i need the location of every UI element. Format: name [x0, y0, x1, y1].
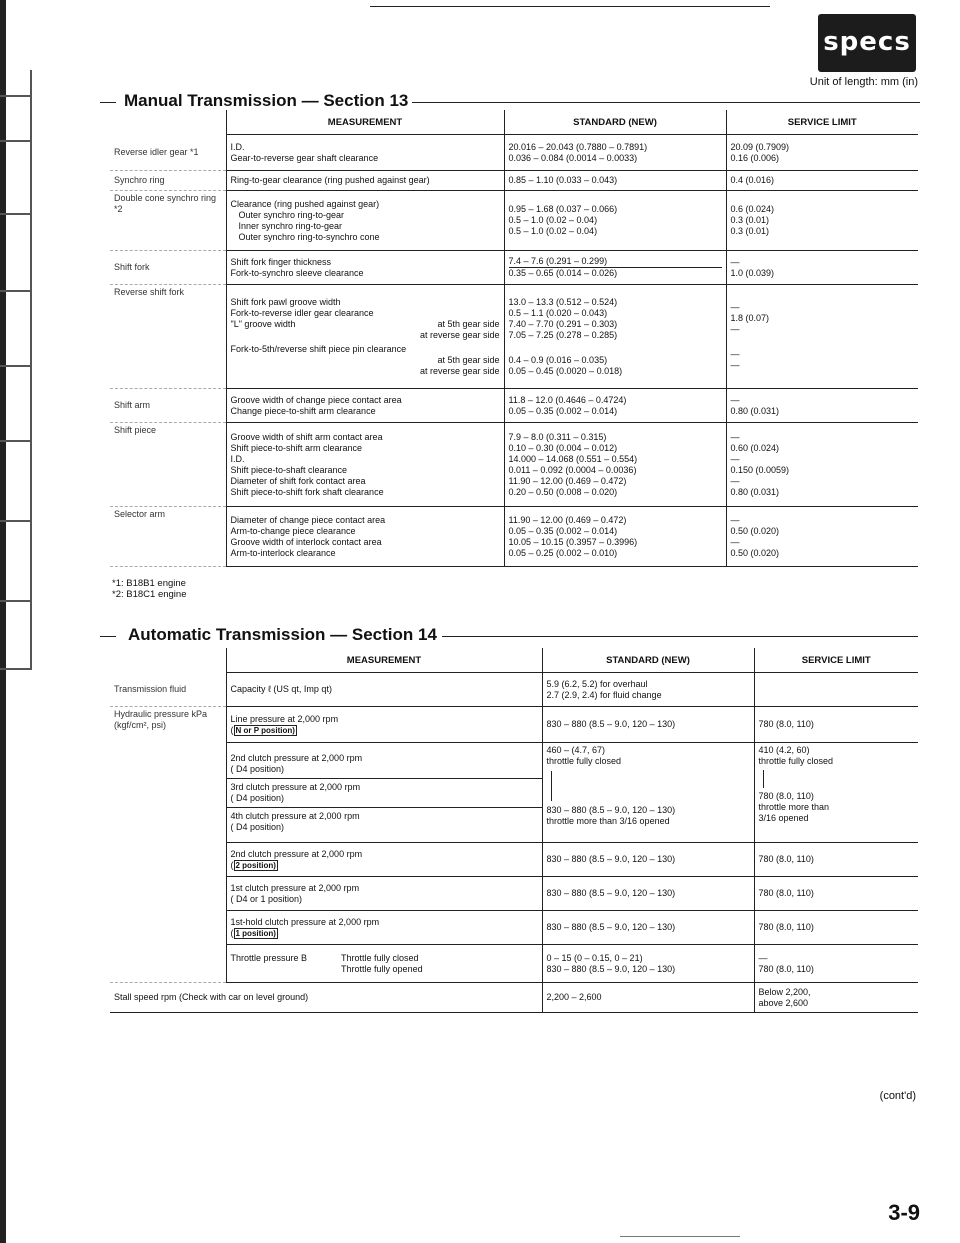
measure-line: Fork-to-reverse idler gear clearance — [230, 307, 374, 318]
margin-tick — [0, 600, 32, 602]
row-measurement: Ring-to-gear clearance (ring pushed against gear) — [226, 171, 504, 191]
table-header-row — [110, 648, 918, 673]
row-measurement — [226, 191, 504, 251]
limit-line: 0.150 (0.0059) — [730, 464, 790, 475]
table-row — [110, 743, 918, 843]
standard-line: 0.05 – 0.35 (0.002 – 0.014) — [508, 525, 618, 536]
measure-line: Outer synchro ring-to-gear — [238, 209, 345, 220]
row-standard — [542, 945, 754, 983]
row-standard: 830 – 880 (8.5 – 9.0, 120 – 130) — [542, 911, 754, 945]
bottom-smudge — [620, 1236, 740, 1237]
row-limit: 780 (8.0, 110) — [754, 877, 918, 911]
standard-line: 11.8 – 12.0 (0.4646 – 0.4724) — [508, 394, 627, 405]
header-item — [110, 648, 226, 673]
row-measurement — [226, 389, 504, 423]
row-standard: 830 – 880 (8.5 – 9.0, 120 – 130) — [542, 843, 754, 877]
measure-block: 4th clutch pressure at 2,000 rpm ( D4 position) — [227, 807, 542, 836]
row-limit — [726, 191, 918, 251]
footnotes — [112, 578, 186, 600]
margin-rule — [30, 70, 32, 670]
standard-line: 11.90 – 12.00 (0.469 – 0.472) — [508, 475, 627, 486]
row-measurement — [226, 843, 542, 877]
margin-tick — [0, 440, 32, 442]
measure-line: Fork-to-synchro sleeve clearance — [230, 267, 364, 278]
table-row — [110, 983, 918, 1013]
limit-line: 3/16 opened — [758, 813, 809, 823]
measure-line: Shift fork pawl groove width — [230, 296, 341, 307]
row-item: Hydraulic pressure kPa (kgf/cm², psi) — [110, 707, 226, 983]
measure-line: Shift fork finger thickness — [230, 256, 332, 267]
limit-line: — — [730, 475, 740, 486]
row-measurement — [226, 911, 542, 945]
row-measurement — [226, 945, 542, 983]
limit-line: 0.6 (0.024) — [730, 204, 775, 214]
limit-line: 0.60 (0.024) — [730, 442, 780, 453]
title-rule-right — [412, 102, 920, 103]
row-item: Synchro ring — [110, 171, 226, 191]
measure-line: at reverse gear side — [419, 329, 500, 340]
range-connector — [763, 770, 764, 788]
row-limit — [726, 507, 918, 567]
standard-line: 7.40 – 7.70 (0.291 – 0.303) — [508, 318, 618, 329]
measure-line: Shift piece-to-shift fork shaft clearance — [230, 486, 384, 497]
table-header-row — [110, 110, 918, 135]
measure-line: Change piece-to-shift arm clearance — [230, 405, 376, 416]
table-row — [110, 945, 918, 983]
margin-tick — [0, 95, 32, 97]
standard-line: 11.90 – 12.00 (0.469 – 0.472) — [508, 514, 627, 525]
row-limit — [726, 423, 918, 507]
binding-edge — [0, 0, 6, 1243]
margin-tick — [0, 668, 32, 670]
measure-line: Fork-to-5th/reverse shift piece pin clearance — [230, 343, 407, 354]
header-item — [110, 110, 226, 135]
row-standard — [504, 423, 726, 507]
measure-line: Outer synchro ring-to-synchro cone — [238, 231, 380, 242]
standard-line: 13.0 – 13.3 (0.512 – 0.524) — [508, 296, 618, 307]
table-row — [110, 171, 918, 191]
header-standard: STANDARD (NEW) — [504, 110, 726, 135]
measure-line: Throttle pressure B — [230, 952, 308, 963]
row-item: Reverse shift fork — [110, 285, 226, 389]
title-rule-left — [100, 102, 116, 103]
measure-line: Line pressure at 2,000 rpm — [230, 713, 339, 724]
measure-line: ( 2 position) — [230, 859, 276, 870]
standard-line: 0.5 – 1.1 (0.020 – 0.043) — [508, 307, 608, 318]
measure-line: Arm-to-interlock clearance — [230, 547, 336, 558]
standard-line: 0.5 – 1.0 (0.02 – 0.04) — [508, 226, 598, 236]
standard-line: 20.016 – 20.043 (0.7880 – 0.7891) — [508, 141, 648, 152]
range-connector — [551, 771, 552, 801]
standard-line: 0.036 – 0.084 (0.0014 – 0.0033) — [508, 152, 638, 163]
standard-line: 0.05 – 0.45 (0.0020 – 0.018) — [508, 365, 623, 376]
row-measurement — [226, 423, 504, 507]
standard-line: throttle fully closed — [546, 756, 622, 766]
limit-line: 20.09 (0.7909) — [730, 141, 790, 152]
row-limit: 780 (8.0, 110) — [754, 843, 918, 877]
limit-line: 0.50 (0.020) — [730, 547, 780, 558]
row-item: Shift arm — [110, 389, 226, 423]
row-measurement — [226, 251, 504, 285]
measure-block: 2nd clutch pressure at 2,000 rpm ( D4 position) — [230, 752, 363, 774]
row-standard — [504, 389, 726, 423]
limit-line: 0.3 (0.01) — [730, 215, 770, 225]
title-rule-left — [100, 636, 116, 637]
row-item: Reverse idler gear *1 — [110, 135, 226, 171]
row-standard: 2,200 – 2,600 — [542, 983, 754, 1013]
measure-line: 1st-hold clutch pressure at 2,000 rpm — [230, 916, 380, 927]
margin-tick — [0, 213, 32, 215]
selector-key: N or P position) — [235, 725, 295, 735]
limit-line: 0.80 (0.031) — [730, 405, 780, 416]
measure-line: ( D4 or 1 position) — [230, 893, 303, 904]
selector-key: 1 position) — [235, 928, 276, 938]
margin-tick — [0, 365, 32, 367]
limit-line: — — [730, 302, 740, 312]
measure-line: at reverse gear side — [419, 365, 500, 376]
limit-line: throttle fully closed — [758, 756, 834, 766]
table-row — [110, 707, 918, 743]
limit-line: 410 (4.2, 60) — [758, 745, 810, 755]
table-row — [110, 191, 918, 251]
limit-line: — — [730, 394, 740, 405]
measure-line: ( 1 position) — [230, 927, 276, 938]
measure-line: I.D. — [230, 453, 245, 464]
row-standard — [504, 191, 726, 251]
limit-line: 0.16 (0.006) — [730, 152, 780, 163]
standard-line: 0.4 – 0.9 (0.016 – 0.035) — [508, 354, 608, 365]
standard-line: 0.35 – 0.65 (0.014 – 0.026) — [509, 267, 722, 279]
measure-line: Groove width of change piece contact area — [230, 394, 402, 405]
limit-line: 0.50 (0.020) — [730, 525, 780, 536]
limit-line: Below 2,200, — [758, 986, 811, 997]
manual-spec-table — [110, 110, 918, 567]
specs-badge: specs — [818, 14, 916, 72]
measure-line: Diameter of shift fork contact area — [230, 475, 366, 486]
standard-line: 830 – 880 (8.5 – 9.0, 120 – 130) — [546, 963, 676, 974]
limit-line: — — [730, 514, 740, 525]
row-item: Transmission fluid — [110, 673, 226, 707]
table-row — [110, 285, 918, 389]
limit-line: — — [730, 536, 740, 547]
limit-line: 780 (8.0, 110) — [758, 791, 814, 801]
limit-line: — — [758, 952, 768, 963]
limit-line: 0.80 (0.031) — [730, 486, 780, 497]
standard-line: 830 – 880 (8.5 – 9.0, 120 – 130) — [546, 805, 676, 815]
standard-line: 0.05 – 0.35 (0.002 – 0.014) — [508, 405, 618, 416]
row-standard: 830 – 880 (8.5 – 9.0, 120 – 130) — [542, 707, 754, 743]
measure-line: Groove width of interlock contact area — [230, 536, 382, 547]
standard-line: 0.011 – 0.092 (0.0004 – 0.0036) — [508, 464, 637, 475]
row-measurement — [226, 707, 542, 743]
row-measurement — [226, 135, 504, 171]
standard-line: 14.000 – 14.068 (0.551 – 0.554) — [508, 453, 638, 464]
row-standard — [542, 743, 754, 843]
footnote: *1: B18B1 engine — [112, 578, 186, 589]
limit-line: 0.3 (0.01) — [730, 226, 770, 236]
limit-line: — — [730, 324, 740, 334]
measure-line: Groove width of shift arm contact area — [230, 431, 383, 442]
measure-line: 2nd clutch pressure at 2,000 rpm — [230, 848, 363, 859]
table-row — [110, 135, 918, 171]
standard-line: 2.7 (2.9, 2.4) for fluid change — [546, 689, 662, 700]
row-measurement — [226, 507, 504, 567]
continued-note: (cont'd) — [879, 1090, 916, 1102]
header-service-limit: SERVICE LIMIT — [754, 648, 918, 673]
standard-line: 7.9 – 8.0 (0.311 – 0.315) — [508, 431, 607, 442]
row-item: Shift fork — [110, 251, 226, 285]
row-standard — [504, 285, 726, 389]
row-measurement — [226, 285, 504, 389]
automatic-spec-table — [110, 648, 918, 1013]
limit-line: — — [730, 453, 740, 464]
limit-line: — — [730, 360, 740, 370]
limit-line: 1.0 (0.039) — [730, 267, 775, 278]
row-limit — [754, 743, 918, 843]
row-standard — [504, 507, 726, 567]
standard-line: 0 – 15 (0 – 0.15, 0 – 21) — [546, 952, 643, 963]
row-standard — [542, 673, 754, 707]
row-measurement — [226, 743, 542, 843]
row-limit: 0.4 (0.016) — [726, 171, 918, 191]
limit-line: 1.8 (0.07) — [730, 313, 770, 323]
measure-block: 3rd clutch pressure at 2,000 rpm ( D4 position) — [227, 778, 542, 807]
row-limit — [754, 673, 918, 707]
measure-line: I.D. — [230, 141, 245, 152]
header-measurement: MEASUREMENT — [226, 648, 542, 673]
measure-line: 1st clutch pressure at 2,000 rpm — [230, 882, 360, 893]
row-standard — [504, 135, 726, 171]
measure-block: Throttle fully closed Throttle fully opened — [341, 952, 423, 974]
standard-line: 7.05 – 7.25 (0.278 – 0.285) — [508, 329, 618, 340]
row-standard: 0.85 – 1.10 (0.033 – 0.043) — [504, 171, 726, 191]
measure-line: Shift piece-to-shift arm clearance — [230, 442, 363, 453]
standard-line: 0.20 – 0.50 (0.008 – 0.020) — [508, 486, 618, 497]
standard-line: 7.4 – 7.6 (0.291 – 0.299) — [508, 256, 608, 266]
table-row — [110, 673, 918, 707]
row-limit — [726, 251, 918, 285]
limit-line: above 2,600 — [758, 997, 809, 1008]
measure-line: Diameter of change piece contact area — [230, 514, 386, 525]
standard-line: 0.05 – 0.25 (0.002 – 0.010) — [508, 547, 618, 558]
row-standard: 830 – 880 (8.5 – 9.0, 120 – 130) — [542, 877, 754, 911]
limit-line: — — [730, 256, 740, 267]
margin-tick — [0, 520, 32, 522]
table-row — [110, 911, 918, 945]
header-measurement: MEASUREMENT — [226, 110, 504, 135]
row-measurement: Capacity ℓ (US qt, Imp qt) — [226, 673, 542, 707]
row-limit — [726, 389, 918, 423]
row-limit — [754, 945, 918, 983]
row-limit — [726, 135, 918, 171]
limit-line: — — [730, 349, 740, 359]
selector-key: 2 position) — [235, 860, 276, 870]
measure-line: Gear-to-reverse gear shaft clearance — [230, 152, 379, 163]
standard-line: 460 – (4.7, 67) — [546, 745, 606, 755]
limit-line: throttle more than — [758, 802, 830, 812]
row-measurement: Stall speed rpm (Check with car on level ground) — [110, 983, 542, 1013]
margin-tick — [0, 140, 32, 142]
row-limit — [726, 285, 918, 389]
limit-line: — — [730, 431, 740, 442]
row-limit — [754, 983, 918, 1013]
standard-line: 0.5 – 1.0 (0.02 – 0.04) — [508, 215, 598, 225]
standard-line: 0.95 – 1.68 (0.037 – 0.066) — [508, 204, 618, 214]
footnote: *2: B18C1 engine — [112, 589, 187, 600]
row-limit: 780 (8.0, 110) — [754, 707, 918, 743]
standard-line: 0.10 – 0.30 (0.004 – 0.012) — [508, 442, 618, 453]
table-row — [110, 507, 918, 567]
table-row — [110, 877, 918, 911]
standard-line: 5.9 (6.2, 5.2) for overhaul — [546, 678, 648, 689]
header-standard: STANDARD (NEW) — [542, 648, 754, 673]
manual-section-title: Manual Transmission — Section 13 — [124, 91, 409, 110]
measure-line: Arm-to-change piece clearance — [230, 525, 356, 536]
margin-tick — [0, 290, 32, 292]
header-service-limit: SERVICE LIMIT — [726, 110, 918, 135]
measure-line: Clearance (ring pushed against gear) — [230, 198, 380, 209]
row-item: Double cone synchro ring *2 — [110, 191, 226, 251]
table-row — [110, 843, 918, 877]
row-standard — [504, 251, 726, 285]
table-row — [110, 251, 918, 285]
measure-line: Shift piece-to-shaft clearance — [230, 464, 348, 475]
measure-line: at 5th gear side — [437, 354, 500, 365]
measure-line: ( N or P position) — [230, 724, 295, 735]
standard-line: 10.05 – 10.15 (0.3957 – 0.3996) — [508, 536, 638, 547]
row-limit: 780 (8.0, 110) — [754, 911, 918, 945]
standard-line: throttle more than 3/16 opened — [546, 816, 670, 826]
row-item: Shift piece — [110, 423, 226, 507]
limit-line: 780 (8.0, 110) — [758, 963, 814, 974]
unit-note: Unit of length: mm (in) — [809, 76, 918, 88]
table-row — [110, 423, 918, 507]
top-rule — [370, 6, 770, 7]
measure-line: "L" groove width at 5th gear side — [230, 318, 500, 329]
title-rule-right — [442, 636, 918, 637]
row-item: Selector arm — [110, 507, 226, 567]
measure-line: Inner synchro ring-to-gear — [238, 220, 343, 231]
automatic-section-title: Automatic Transmission — Section 14 — [128, 625, 437, 644]
row-measurement — [226, 877, 542, 911]
page-number: 3-9 — [888, 1200, 920, 1225]
table-row — [110, 389, 918, 423]
